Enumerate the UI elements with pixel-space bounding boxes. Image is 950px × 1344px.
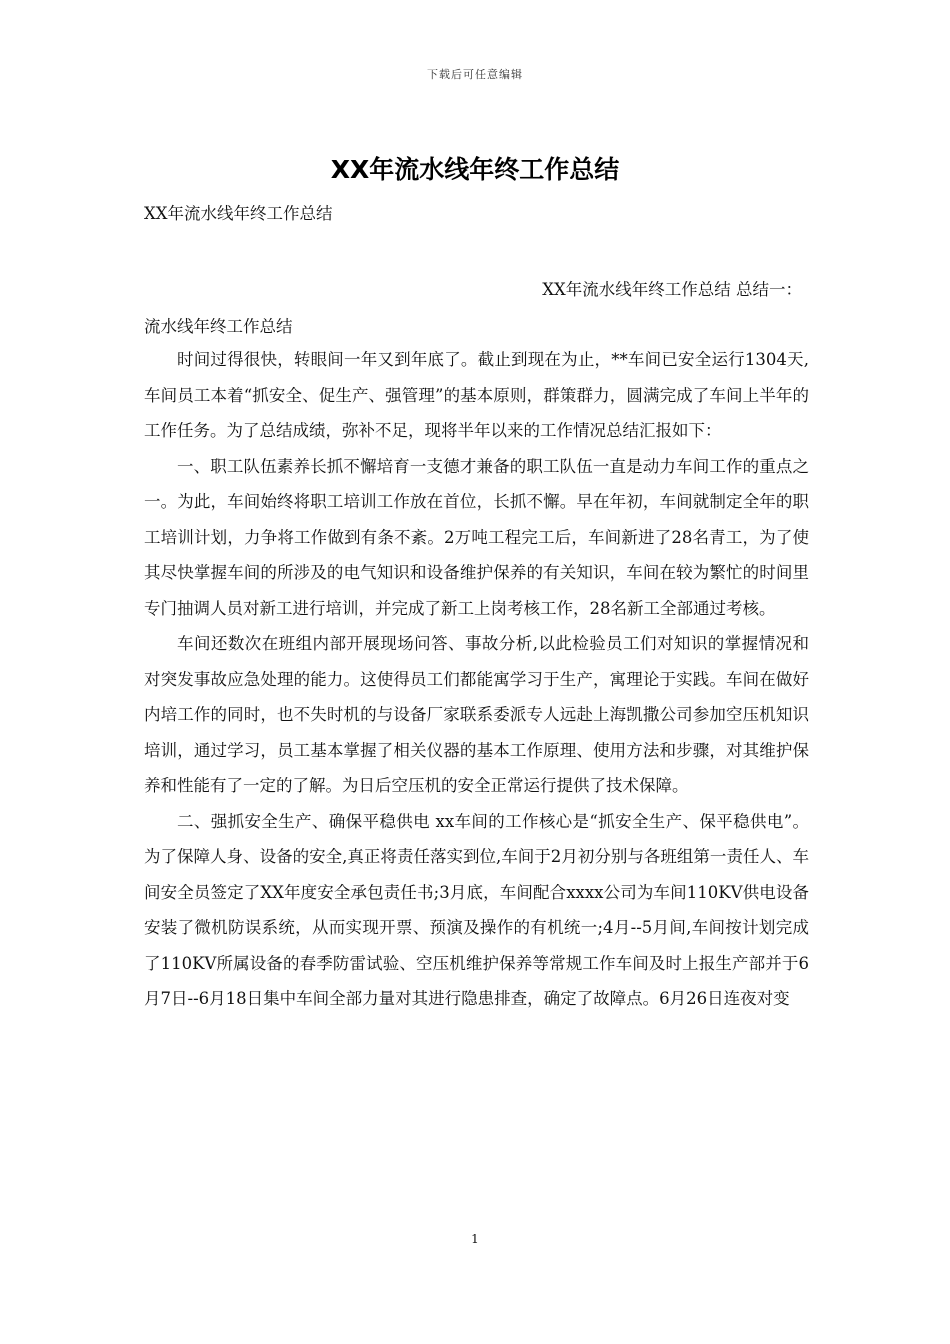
document-title: XX年流水线年终工作总结 — [330, 155, 620, 184]
paragraph-1: 时间过得很快，转眼间一年又到年底了。截止到现在为止，**车间已安全运行1304天,车间员工本着“抓安全、促生产、强管理”的基本原则，群策群力，圆满完成了车间上半年的工作任务。为了总结成绩，弥补不足，现将半年以来的工作情况总结汇报如下： — [144, 350, 809, 440]
paragraph-2: 一、职工队伍素养长抓不懈培育一支德才兼备的职工队伍一直是动力车间工作的重点之一。为此，车间始终将职工培训工作放在首位，长抓不懈。早在年初，车间就制定全年的职工培训计划，力争将工作做到有条不紊。2万吨工程完工后，车间新进了28名青工，为了使其尽快掌握车间的所涉及的电气知识和设备维护保养的有关知识，车间在较为繁忙的时间里专门抽调人员对新工进行培训，并完成了新工上岗考核工作，28名新工全部通过考核。 — [144, 456, 809, 618]
header-note: 下载后可任意编辑 — [427, 68, 523, 81]
document-body — [144, 342, 809, 1017]
summary-line: XX年流水线年终工作总结 总结一： — [542, 280, 802, 299]
paragraph-3: 车间还数次在班组内部开展现场问答、事故分析,以此检验员工们对知识的掌握情况和对突发事故应急处理的能力。这使得员工们都能寓学习于生产，寓理论于实践。车间在做好内培工作的同时，也不失时机的与设备厂家联系委派专人远赴上海凯撒公司参加空压机知识培训，通过学习，员工基本掌握了相关仪器的基本工作原理、使用方法和步骤，对其维护保养和性能有了一定的了解。为日后空压机的安全正常运行提供了技术保障。 — [144, 634, 809, 795]
paragraph-4: 二、强抓安全生产、确保平稳供电 xx车间的工作核心是“抓安全生产、保平稳供电”。为了保障人身、设备的安全,真正将责任落实到位,车间于2月初分别与各班组第一责任人、车间安全员签定了XX年度安全承包责任书;3月底，车间配合xxxx公司为车间110KV供电设备安装了微机防误系统，从而实现开票、预演及操作的有机统一;4月--5月间,车间按计划完成了110KV所属设备的春季防雷试验、空压机维护保养等常规工作车间及时上报生产部并于6月7日--6月18日集中车间全部力量对其进行隐患排查，确定了故障点。6月26日连夜对变 — [144, 811, 809, 1008]
page-number: 1 — [471, 1232, 479, 1246]
document-subtitle: XX年流水线年终工作总结 — [144, 204, 333, 223]
section-heading: 流水线年终工作总结 — [144, 317, 293, 336]
